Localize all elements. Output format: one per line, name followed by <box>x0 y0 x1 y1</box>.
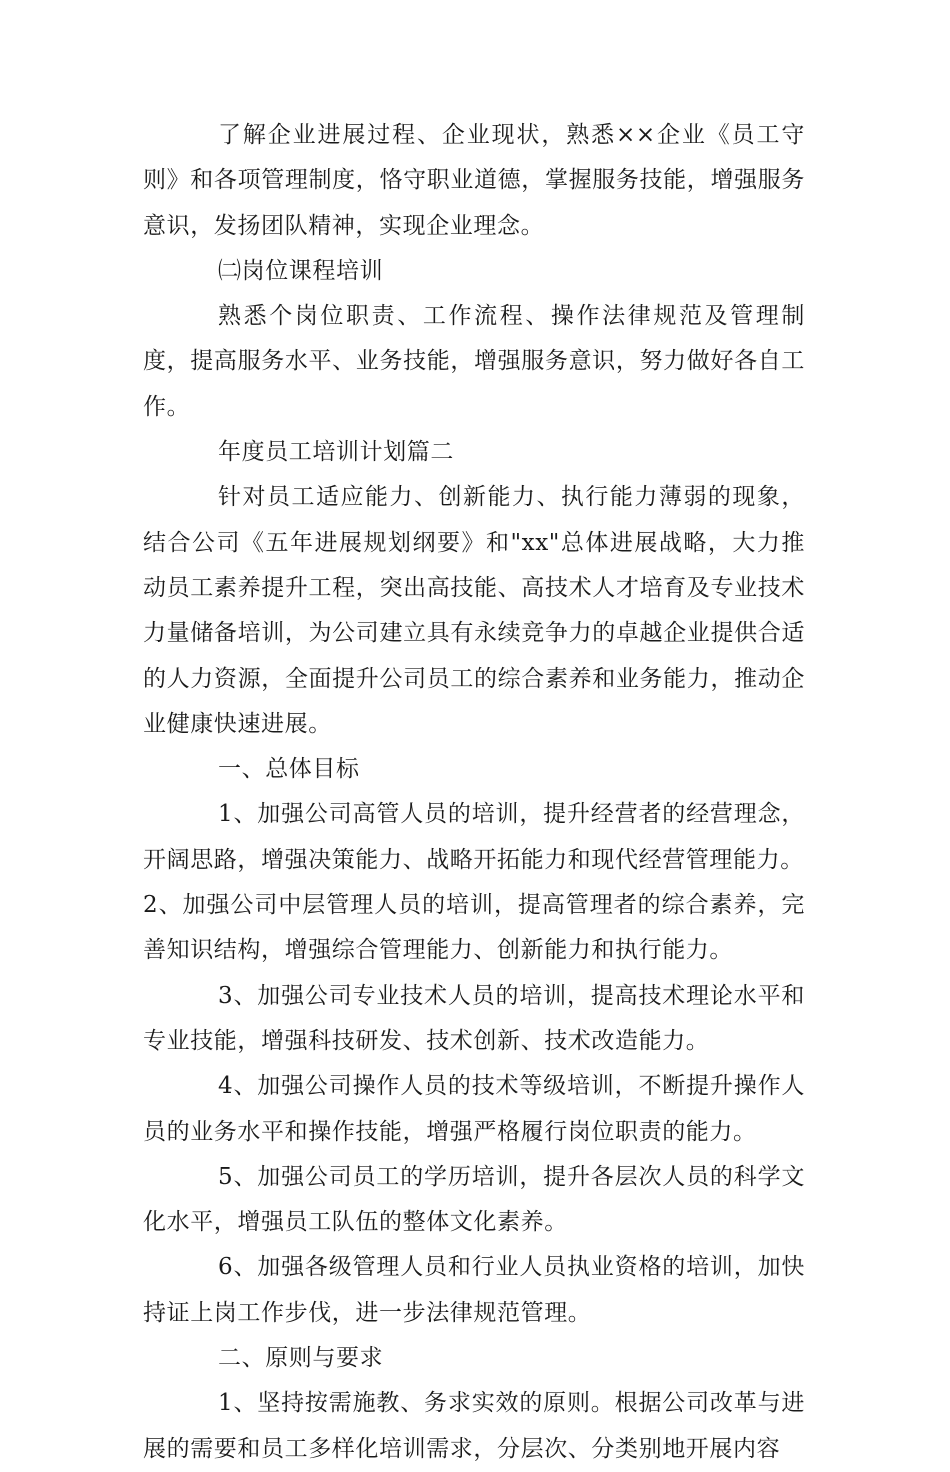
document-body <box>143 113 805 1472</box>
goal-item-1: 1、加强公司高管人员的培训，提升经营者的经营理念，开阔思路，增强决策能力、战略开拓能力和现代经营管理能力。 <box>143 801 805 873</box>
goal-item-5: 5、加强公司员工的学历培训，提升各层次人员的科学文化水平，增强员工队伍的整体文化素养。 <box>143 1163 805 1236</box>
goal-item-3: 3、加强公司专业技术人员的培训，提高技术理论水平和专业技能，增强科技研发、技术创新、技术改造能力。 <box>143 982 805 1054</box>
heading-overall-goals: 一、总体目标 <box>218 756 360 783</box>
goal-item-4: 4、加强公司操作人员的技术等级培训，不断提升操作人员的业务水平和操作技能，增强严格履行岗位职责的能力。 <box>143 1073 805 1145</box>
heading-post-course-training: ㈡岗位课程培训 <box>218 257 384 284</box>
heading-plan-part-two: 年度员工培训计划篇二 <box>218 439 454 466</box>
paragraph-post-duties: 熟悉个岗位职责、工作流程、操作法律规范及管理制度，提高服务水平、业务技能，增强服务意识，努力做好各自工作。 <box>143 303 805 420</box>
heading-principles: 二、原则与要求 <box>218 1345 384 1372</box>
goal-item-2: 2、加强公司中层管理人员的培训，提高管理者的综合素养，完善知识结构，增强综合管理能力、创新能力和执行能力。 <box>143 892 805 964</box>
principle-item-1: 1、坚持按需施教、务求实效的原则。根据公司改革与进展的需要和员工多样化培训需求，分层次、分类别地开展内容 <box>143 1390 805 1462</box>
paragraph-plan-background: 针对员工适应能力、创新能力、执行能力薄弱的现象，结合公司《五年进展规划纲要》和"xx"总体进展战略，大力推动员工素养提升工程，突出高技能、高技术人才培育及专业技术力量储备培训，为公司建立具有永续竞争力的卓越企业提供合适的人力资源，全面提升公司员工的综合素养和业务能力，推动企业健康快速进展。 <box>143 484 805 737</box>
paragraph-company-intro: 了解企业进展过程、企业现状，熟悉××企业《员工守则》和各项管理制度，恪守职业道德，掌握服务技能，增强服务意识，发扬团队精神，实现企业理念。 <box>143 122 805 239</box>
goal-item-6: 6、加强各级管理人员和行业人员执业资格的培训，加快持证上岗工作步伐，进一步法律规范管理。 <box>143 1254 805 1326</box>
